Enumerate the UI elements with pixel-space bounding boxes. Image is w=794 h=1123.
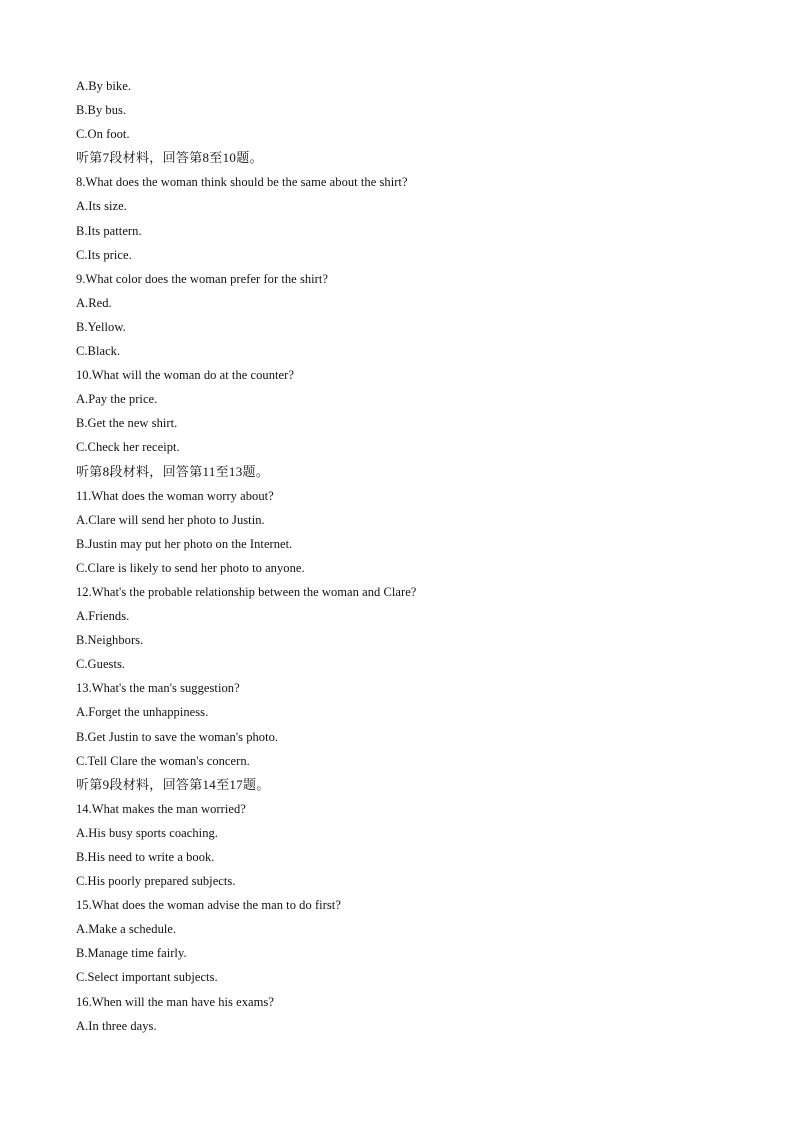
answer-option: C.On foot.: [76, 127, 130, 142]
answer-option: C.Black.: [76, 344, 121, 359]
answer-option: A.Red.: [76, 295, 112, 310]
question-text: 12.What's the probable relationship between the woman and Clare?: [76, 584, 417, 599]
answer-option: C.Its price.: [76, 247, 132, 262]
answer-option: C.His poorly prepared subjects.: [76, 874, 236, 889]
question-text: 8.What does the woman think should be the same about the shirt?: [76, 175, 408, 190]
answer-option: B.Justin may put her photo on the Internet.: [76, 536, 293, 551]
question-text: 15.What does the woman advise the man to do first?: [76, 898, 341, 913]
question-text: 13.What's the man's suggestion?: [76, 681, 240, 696]
question-text: 9.What color does the woman prefer for the shirt?: [76, 271, 329, 286]
answer-option: B.His need to write a book.: [76, 850, 215, 864]
section-heading: 听第7段材料，回答第8至10题。: [76, 150, 263, 166]
answer-option: A.Forget the unhappiness.: [76, 705, 209, 720]
section-heading: 听第8段材料，回答第11至13题。: [76, 463, 270, 479]
answer-option: B.Get Justin to save the woman's photo.: [76, 729, 279, 744]
document-body: [76, 74, 756, 1038]
answer-option: B.By bus.: [76, 103, 127, 118]
answer-option: A.In three days.: [76, 1018, 157, 1033]
answer-option: B.Neighbors.: [76, 633, 144, 648]
answer-option: C.Select important subjects.: [76, 970, 218, 985]
answer-option: A.Clare will send her photo to Justin.: [76, 512, 265, 527]
answer-option: B.Yellow.: [76, 319, 126, 334]
answer-option: C.Tell Clare the woman's concern.: [76, 753, 250, 768]
answer-option: B.Get the new shirt.: [76, 416, 178, 431]
answer-option: B.Its pattern.: [76, 223, 142, 238]
answer-option: A.His busy sports coaching.: [76, 825, 218, 840]
answer-option: A.Make a schedule.: [76, 922, 177, 937]
answer-option: A.Friends.: [76, 609, 130, 624]
answer-option: A.Its size.: [76, 199, 127, 214]
answer-option: C.Check her receipt.: [76, 440, 180, 455]
question-text: 10.What will the woman do at the counter?: [76, 368, 294, 383]
question-text: 14.What makes the man worried?: [76, 801, 246, 816]
answer-option: C.Clare is likely to send her photo to anyone.: [76, 560, 305, 575]
question-text: 16.When will the man have his exams?: [76, 994, 274, 1009]
answer-option: B.Manage time fairly.: [76, 946, 187, 961]
answer-option: A.Pay the price.: [76, 392, 158, 407]
answer-option: A.By bike.: [76, 79, 132, 93]
question-text: 11.What does the woman worry about?: [76, 488, 274, 503]
answer-option: C.Guests.: [76, 657, 126, 672]
section-heading: 听第9段材料，回答第14至17题。: [76, 776, 270, 792]
